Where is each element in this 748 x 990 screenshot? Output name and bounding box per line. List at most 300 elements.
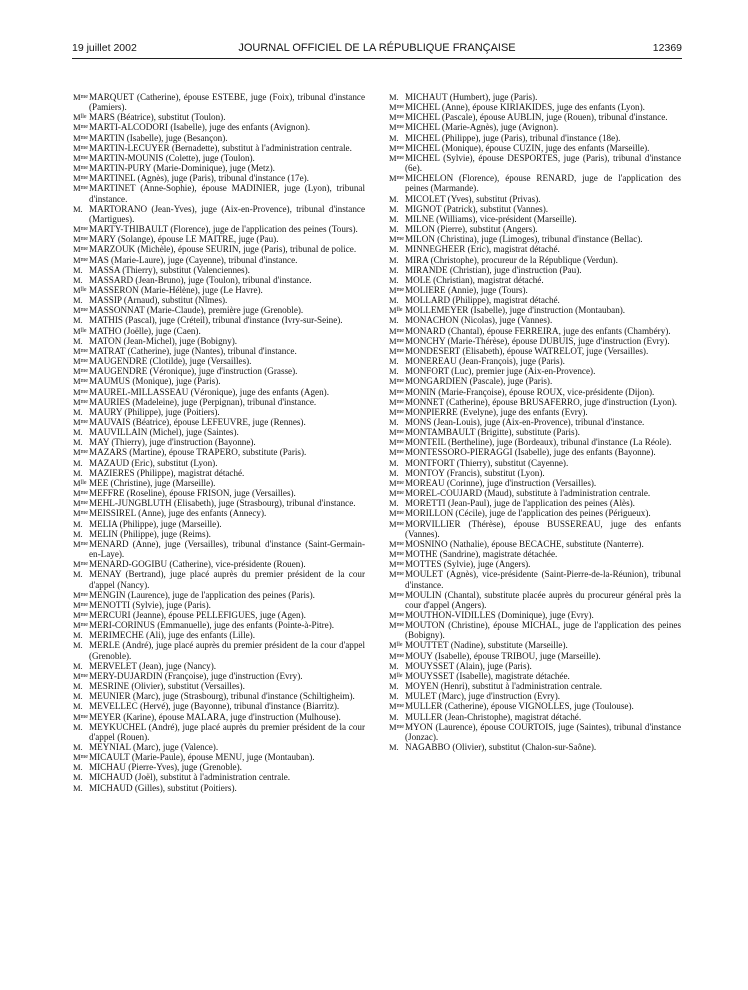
entry-text: MOLIERE (Annie), juge (Tours). <box>405 284 528 295</box>
honorific <box>73 671 89 681</box>
entry-text: MOYEN (Henri), substitut à l'administration centrale. <box>405 681 603 692</box>
honorific-base: M <box>389 406 397 417</box>
list-item <box>73 417 365 427</box>
honorific-base: M. <box>389 193 399 204</box>
entry-text: MASSA (Thierry), substitut (Valenciennes). <box>89 264 250 275</box>
list-item <box>389 569 681 589</box>
honorific-base: M <box>389 650 397 661</box>
entry-text: MOULIN (Chantal), substitute placée auprès du procureur général près la cour d'appel (Angers). <box>405 589 681 610</box>
honorific-suffix: me <box>80 256 88 263</box>
honorific <box>73 326 89 336</box>
list-item <box>73 204 365 224</box>
honorific-base: M <box>73 132 81 143</box>
list-item <box>389 346 681 356</box>
honorific-suffix: me <box>396 398 404 405</box>
list-item <box>389 194 681 204</box>
honorific <box>389 143 405 153</box>
list-item <box>389 610 681 620</box>
honorific-suffix: me <box>80 449 88 456</box>
honorific <box>389 590 405 600</box>
honorific <box>389 701 405 711</box>
honorific-base: M. <box>389 691 399 702</box>
honorific <box>389 214 405 224</box>
entry-text: MAS (Marie-Laure), juge (Cayenne), tribunal d'instance. <box>89 254 298 265</box>
list-item <box>73 671 365 681</box>
honorific-base: M <box>389 142 397 153</box>
honorific <box>389 295 405 305</box>
honorific <box>389 265 405 275</box>
honorific-base: M. <box>389 417 399 427</box>
entry-text: MAURIES (Madeleine), juge (Perpignan), tribunal d'instance. <box>89 396 317 407</box>
honorific-suffix: me <box>80 154 88 161</box>
list-item <box>73 519 365 529</box>
honorific-base: M. <box>389 498 399 509</box>
list-item <box>389 539 681 549</box>
list-item <box>389 315 681 325</box>
entry-text: MICHAU (Pierre-Yves), juge (Grenoble). <box>89 762 242 773</box>
honorific-base: M. <box>389 224 399 235</box>
honorific <box>389 305 405 315</box>
honorific-base: M. <box>389 467 399 478</box>
entry-text: MAURY (Philippe), juge (Poitiers). <box>89 406 220 417</box>
entry-text: MERI-CORINUS (Emmanuelle), juge des enfants (Pointe-à-Pitre). <box>89 620 335 631</box>
entry-text: MAUVILLAIN (Michel), juge (Saintes). <box>89 427 239 438</box>
honorific-suffix: me <box>80 672 88 679</box>
list-item <box>73 265 365 275</box>
honorific-base: M. <box>389 213 399 224</box>
entry-text: MICHEL (Pascale), épouse AUBLIN, juge (Rouen), tribunal d'instance. <box>405 112 668 123</box>
entry-text: MONACHON (Nicolas), juge (Vannes). <box>405 315 553 326</box>
list-item <box>389 478 681 488</box>
list-item <box>389 133 681 143</box>
honorific-suffix: me <box>80 611 88 618</box>
honorific <box>73 610 89 620</box>
honorific <box>389 102 405 112</box>
entry-text: NAGABBO (Olivier), substitut (Chalon-sur-Saône). <box>405 742 597 752</box>
list-item <box>389 295 681 305</box>
honorific <box>389 336 405 346</box>
honorific <box>389 133 405 143</box>
entry-text: MARTIN (Isabelle), juge (Besançon). <box>89 132 228 143</box>
honorific <box>389 356 405 366</box>
honorific <box>73 315 89 325</box>
honorific-base: M <box>73 92 81 102</box>
honorific-suffix: me <box>396 114 404 121</box>
honorific-base: M. <box>73 528 83 539</box>
honorific-base: M. <box>389 742 399 752</box>
honorific-base: M <box>389 508 397 519</box>
honorific <box>73 305 89 315</box>
right-column <box>389 92 681 752</box>
list-item <box>73 600 365 610</box>
honorific-suffix: me <box>80 388 88 395</box>
honorific <box>73 407 89 417</box>
list-item <box>389 701 681 711</box>
list-item <box>389 255 681 265</box>
list-item <box>73 447 365 457</box>
honorific-base: M <box>389 335 397 346</box>
honorific-suffix: me <box>80 398 88 405</box>
entry-text: MERY-DUJARDIN (Françoise), juge d'instruction (Evry). <box>89 670 303 681</box>
honorific-base: M <box>389 559 397 570</box>
honorific-base: M. <box>389 203 399 214</box>
list-item <box>389 427 681 437</box>
honorific <box>389 153 405 163</box>
honorific-suffix: me <box>396 479 404 486</box>
entry-text: MORVILLIER (Thérèse), épouse BUSSEREAU, juge des enfants (Vannes). <box>405 518 681 539</box>
honorific-suffix: me <box>80 246 88 253</box>
honorific <box>73 295 89 305</box>
entry-text: MASSONNAT (Marie-Claude), première juge (Grenoble). <box>89 305 304 316</box>
honorific <box>73 417 89 427</box>
list-item <box>73 427 365 437</box>
list-item <box>389 356 681 366</box>
honorific <box>73 600 89 610</box>
list-item <box>73 661 365 671</box>
honorific <box>73 356 89 366</box>
honorific-suffix: me <box>80 236 88 243</box>
entry-text: MONNET (Catherine), épouse BRUSAFERRO, juge d'instruction (Lyon). <box>405 396 677 407</box>
honorific-suffix: me <box>396 561 404 568</box>
list-item <box>73 112 365 122</box>
honorific <box>389 722 405 732</box>
honorific <box>389 234 405 244</box>
honorific-suffix: me <box>396 723 404 730</box>
entry-text: MOLLARD (Philippe), magistrat détaché. <box>405 295 560 306</box>
honorific <box>73 539 89 549</box>
entry-text: MATHIS (Pascal), juge (Créteil), tribunal d'instance (Ivry-sur-Seine). <box>89 315 343 326</box>
list-item <box>73 407 365 417</box>
list-item <box>389 102 681 112</box>
list-item <box>73 569 365 589</box>
honorific <box>389 712 405 722</box>
honorific-base: M <box>389 670 397 681</box>
honorific <box>389 285 405 295</box>
honorific-base: M <box>73 234 81 245</box>
honorific-base: M. <box>73 762 83 773</box>
honorific <box>73 163 89 173</box>
entry-text: MOULET (Agnès), vice-présidente (Saint-Pierre-de-la-Réunion), tribunal d'instance. <box>405 569 681 590</box>
entry-text: MARQUET (Catherine), épouse ESTEBE, juge (Foix), tribunal d'instance (Pamiers). <box>89 92 365 113</box>
entry-text: MONEREAU (Jean-François), juge (Paris). <box>405 356 565 367</box>
honorific <box>389 549 405 559</box>
honorific-suffix: lle <box>80 286 87 293</box>
list-item <box>389 387 681 397</box>
entry-text: MEISSIREL (Anne), juge des enfants (Annecy). <box>89 508 267 519</box>
honorific-base: M. <box>389 681 399 692</box>
list-item <box>73 539 365 559</box>
honorific <box>389 640 405 650</box>
honorific <box>73 224 89 234</box>
honorific <box>389 569 405 579</box>
honorific-base: M <box>73 284 81 295</box>
honorific <box>73 772 89 782</box>
honorific-suffix: me <box>80 510 88 517</box>
honorific-base: M. <box>389 457 399 468</box>
honorific-suffix: me <box>396 439 404 446</box>
honorific-base: M <box>73 224 81 235</box>
entry-text: MOUTTET (Nadine), substitute (Marseille). <box>405 640 568 651</box>
header-title: JOURNAL OFFICIEL DE LA RÉPUBLIQUE FRANÇAISE <box>238 42 516 54</box>
entry-text: MILON (Christina), juge (Limoges), tribunal d'instance (Bellac). <box>405 234 643 245</box>
entry-text: MICHEL (Anne), épouse KIRIAKIDES, juge des enfants (Lyon). <box>405 102 645 113</box>
entry-text: MENGIN (Laurence), juge de l'application des peines (Paris). <box>89 589 315 600</box>
honorific <box>73 387 89 397</box>
entry-text: MIRA (Christophe), procureur de la République (Verdun). <box>405 254 618 265</box>
entry-text: MORILLON (Cécile), juge de l'application des peines (Périgueux). <box>405 508 651 519</box>
list-item <box>73 681 365 691</box>
honorific <box>389 112 405 122</box>
honorific-suffix: me <box>396 154 404 161</box>
list-item <box>389 681 681 691</box>
list-item <box>389 590 681 610</box>
entry-text: MONDESERT (Elisabeth), épouse WATRELOT, juge (Versailles). <box>405 345 649 356</box>
honorific-base: M <box>389 447 397 458</box>
entry-text: MILON (Pierre), substitut (Angers). <box>405 224 538 235</box>
honorific-base: M <box>73 183 81 194</box>
honorific-base: M. <box>73 782 83 793</box>
honorific-suffix: me <box>396 591 404 598</box>
entry-text: MEUNIER (Marc), juge (Strasbourg), tribunal d'instance (Schiltigheim). <box>89 691 355 702</box>
list-item <box>389 519 681 539</box>
list-item <box>73 498 365 508</box>
list-item <box>73 336 365 346</box>
honorific-suffix: me <box>396 490 404 497</box>
honorific <box>389 366 405 376</box>
honorific-base: M <box>73 417 81 427</box>
left-column <box>73 92 365 793</box>
list-item <box>73 701 365 711</box>
entry-text: MONGARDIEN (Pascale), juge (Paris). <box>405 376 553 387</box>
entry-text: MOUTON (Christine), épouse MICHAL, juge de l'application des peines (Bobigny). <box>405 620 681 641</box>
entry-text: MOREL-COUJARD (Maud), substitute à l'administration centrale. <box>405 488 651 499</box>
list-item <box>73 762 365 772</box>
honorific-suffix: me <box>396 408 404 415</box>
honorific <box>73 437 89 447</box>
list-item <box>389 742 681 752</box>
honorific-base: M <box>73 477 81 488</box>
list-item <box>73 437 365 447</box>
entry-text: MELIN (Philippe), juge (Reims). <box>89 528 211 539</box>
honorific <box>389 427 405 437</box>
honorific-suffix: me <box>80 185 88 192</box>
honorific-suffix: lle <box>80 114 87 121</box>
list-item <box>73 295 365 305</box>
entry-text: MOUYSSET (Isabelle), magistrate détachée. <box>405 670 570 681</box>
entry-text: MARTIN-MOUNIS (Colette), juge (Toulon). <box>89 152 255 163</box>
honorific <box>73 397 89 407</box>
honorific-suffix: me <box>396 327 404 334</box>
honorific-base: M <box>389 345 397 356</box>
honorific-base: M <box>73 711 81 722</box>
honorific <box>73 285 89 295</box>
entry-text: MASSERON (Marie-Hélène), juge (Le Havre). <box>89 284 263 295</box>
entry-text: MARY (Solange), épouse LE MAITRE, juge (Pau). <box>89 234 279 245</box>
honorific-suffix: me <box>396 571 404 578</box>
list-item <box>389 458 681 468</box>
entry-text: MONTAMBAULT (Brigitte), substitute (Paris). <box>405 427 580 438</box>
honorific-base: M. <box>389 254 399 265</box>
honorific-base: M. <box>73 406 83 417</box>
honorific-base: M <box>389 112 397 123</box>
list-item <box>73 508 365 518</box>
list-item <box>73 772 365 782</box>
honorific <box>73 336 89 346</box>
entry-text: MENARD (Anne), juge (Versailles), tribunal d'instance (Saint-Germain-en-Laye). <box>89 538 365 560</box>
entry-text: MICHAUD (Joël), substitut à l'administration centrale. <box>89 772 291 783</box>
honorific <box>73 112 89 122</box>
entry-text: MICAULT (Marie-Paule), épouse MENU, juge (Montauban). <box>89 752 315 763</box>
entry-text: MARTINET (Anne-Sophie), épouse MADINIER, juge (Lyon), tribunal d'instance. <box>89 183 365 204</box>
honorific <box>389 498 405 508</box>
honorific <box>389 173 405 183</box>
honorific-suffix: lle <box>396 642 403 649</box>
entry-text: MONIN (Marie-Françoise), épouse ROUX, vice-présidente (Dijon). <box>405 386 655 397</box>
honorific-base: M. <box>389 264 399 275</box>
entry-text: MOREAU (Corinne), juge d'instruction (Versailles). <box>405 477 597 488</box>
list-item <box>73 346 365 356</box>
honorific-suffix: me <box>396 347 404 354</box>
honorific-base: M. <box>73 772 83 783</box>
list-item <box>389 661 681 671</box>
honorific-base: M. <box>73 691 83 702</box>
honorific-base: M. <box>73 630 83 641</box>
list-item <box>73 529 365 539</box>
honorific <box>389 671 405 681</box>
honorific <box>73 498 89 508</box>
entry-text: MORETTI (Jean-Paul), juge de l'application des peines (Alès). <box>405 498 635 509</box>
honorific <box>73 488 89 498</box>
honorific-base: M. <box>73 518 83 529</box>
honorific-base: M. <box>389 132 399 143</box>
entry-text: MIGNOT (Patrick), substitut (Vannes). <box>405 203 549 214</box>
entry-text: MICOLET (Yves), substitut (Privas). <box>405 193 541 204</box>
list-item <box>73 610 365 620</box>
honorific-suffix: me <box>80 307 88 314</box>
honorific-suffix: me <box>80 347 88 354</box>
entry-text: MOTHE (Sandrine), magistrate détachée. <box>405 549 558 560</box>
honorific-base: M <box>73 386 81 397</box>
honorific-suffix: me <box>80 175 88 182</box>
list-item <box>389 285 681 295</box>
honorific-base: M. <box>389 92 399 102</box>
list-item <box>73 92 365 112</box>
honorific <box>389 255 405 265</box>
list-item <box>73 783 365 793</box>
honorific-base: M <box>73 152 81 163</box>
entry-text: MOUYSSET (Alain), juge (Paris). <box>405 660 532 671</box>
entry-text: MONTOY (Francis), substitut (Lyon). <box>405 467 545 478</box>
honorific-base: M <box>389 173 397 184</box>
entry-text: MOLE (Christian), magistrat détaché. <box>405 274 544 285</box>
honorific-base: M <box>389 721 397 732</box>
honorific-base: M. <box>73 681 83 692</box>
entry-text: MARTIN-PURY (Marie-Dominique), juge (Metz). <box>89 163 275 174</box>
list-item <box>73 458 365 468</box>
honorific-base: M <box>389 549 397 560</box>
entry-text: MULLER (Catherine), épouse VIGNOLLES, juge (Toulouse). <box>405 701 634 712</box>
honorific <box>73 458 89 468</box>
entry-text: MAUVAIS (Béatrice), épouse LEFEUVRE, juge (Rennes). <box>89 417 306 427</box>
honorific-base: M. <box>389 295 399 306</box>
honorific <box>389 508 405 518</box>
honorific <box>389 387 405 397</box>
list-item <box>389 153 681 173</box>
honorific-suffix: me <box>80 500 88 507</box>
honorific <box>73 133 89 143</box>
honorific-base: M <box>73 609 81 620</box>
honorific-suffix: me <box>80 144 88 151</box>
honorific <box>389 691 405 701</box>
entry-text: MYON (Laurence), épouse COURTOIS, juge (Saintes), tribunal d'instance (Jonzac). <box>405 721 681 742</box>
honorific-base: M <box>73 366 81 377</box>
honorific-base: M <box>73 112 81 123</box>
honorific-suffix: me <box>80 124 88 131</box>
honorific-base: M <box>73 325 81 336</box>
honorific-suffix: me <box>396 703 404 710</box>
header-date: 19 juillet 2002 <box>72 42 137 54</box>
entry-text: MIRANDE (Christian), juge d'instruction (Pau). <box>405 264 582 275</box>
honorific <box>389 681 405 691</box>
honorific-base: M <box>73 396 81 407</box>
list-item <box>389 173 681 193</box>
list-item <box>389 437 681 447</box>
honorific-base: M <box>389 538 397 549</box>
honorific <box>389 447 405 457</box>
list-item <box>389 640 681 650</box>
honorific-base: M <box>73 752 81 763</box>
entry-text: MAZAUD (Eric), substitut (Lyon). <box>89 457 218 468</box>
honorific <box>389 417 405 427</box>
entry-text: MONPIERRE (Evelyne), juge des enfants (Evry). <box>405 406 588 417</box>
honorific-suffix: me <box>80 358 88 365</box>
list-item <box>389 447 681 457</box>
list-item <box>389 92 681 102</box>
honorific-base: M <box>73 122 81 133</box>
honorific-suffix: me <box>396 286 404 293</box>
honorific <box>73 691 89 701</box>
honorific <box>73 204 89 214</box>
honorific <box>389 661 405 671</box>
entry-text: MERCURI (Jeanne), épouse PELLEFIGUES, juge (Agen). <box>89 609 306 620</box>
entry-text: MARTY-THIBAULT (Florence), juge de l'application des peines (Tours). <box>89 224 358 235</box>
list-item <box>389 620 681 640</box>
honorific <box>73 427 89 437</box>
list-item <box>389 366 681 376</box>
list-item <box>73 143 365 153</box>
list-item <box>73 255 365 265</box>
honorific <box>389 407 405 417</box>
honorific <box>73 630 89 640</box>
entry-text: MAUREL-MILLASSEAU (Véronique), juge des enfants (Agen). <box>89 386 329 397</box>
entry-text: MICHEL (Sylvie), épouse DESPORTES, juge (Paris), tribunal d'instance (6e). <box>405 152 681 174</box>
honorific <box>73 762 89 772</box>
honorific-suffix: me <box>396 337 404 344</box>
list-item <box>73 163 365 173</box>
list-item <box>389 498 681 508</box>
honorific-base: M <box>389 569 397 580</box>
honorific-suffix: me <box>396 449 404 456</box>
list-item <box>389 204 681 214</box>
honorific <box>389 275 405 285</box>
honorific-suffix: me <box>80 94 88 100</box>
entry-text: MONTEIL (Bertheline), juge (Bordeaux), tribunal d'instance (La Réole). <box>405 437 672 448</box>
honorific-base: M <box>73 508 81 519</box>
honorific-suffix: me <box>80 622 88 629</box>
honorific-suffix: me <box>396 104 404 111</box>
list-item <box>389 122 681 132</box>
honorific-suffix: me <box>396 175 404 182</box>
